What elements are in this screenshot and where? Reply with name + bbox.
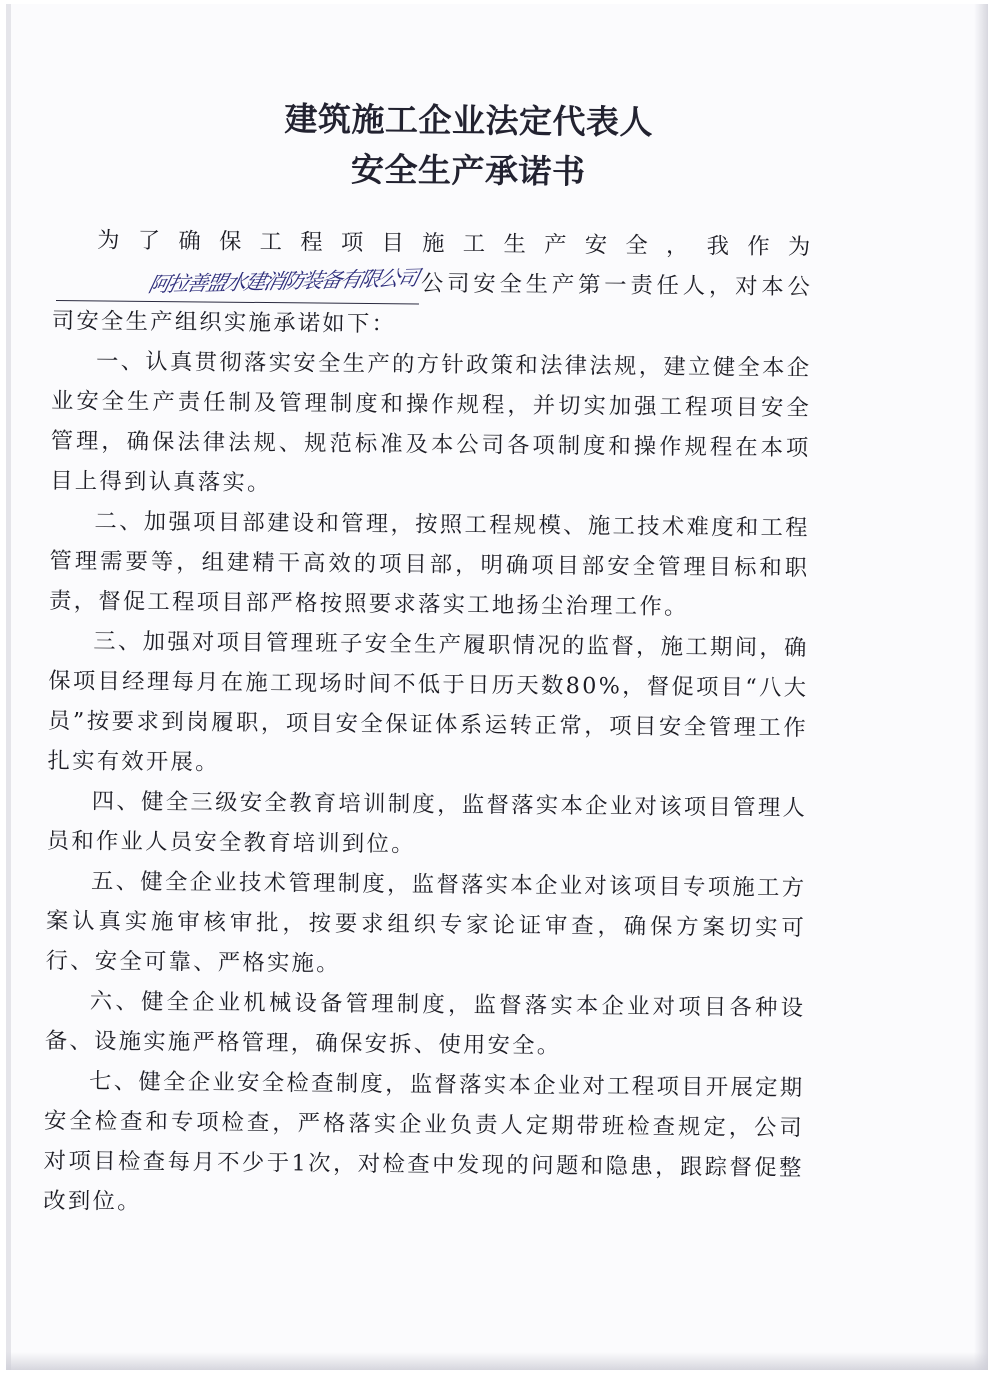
handwritten-company-name: 阿拉善盟水建消防装备有限公司 <box>145 266 420 297</box>
page-edge-bottom <box>6 1352 988 1370</box>
title-block <box>53 92 814 199</box>
commitment-item-7: 七、健全企业安全检查制度，监督落实本企业对工程项目开展定期安全检查和专项检查，严格落实企业负责人定期带班检查规定，公司对项目检查每月不少于1次，对检查中发现的问题和隐患，跟踪督促整改到位。 <box>43 1068 805 1215</box>
intro-paragraph <box>52 220 813 348</box>
title-line-1: 建筑施工企业法定代表人 <box>284 99 654 142</box>
commitment-item-4: 四、健全三级安全教育培训制度，监督落实本企业对该项目管理人员和作业人员安全教育培训到位。 <box>46 788 808 858</box>
intro-text-continued: 公司安全生产第一责任人，对本公司安全生产组织实施承诺如下： <box>51 270 813 338</box>
document-body <box>43 220 813 1228</box>
title-line-2: 安全生产承诺书 <box>350 149 586 192</box>
commitment-item-3: 三、加强对项目管理班子安全生产履职情况的监督，施工期间，确保项目经理每月在施工现场时间不低于日历天数80%，督促项目“八大员”按要求到岗履职，项目安全保证体系运转正常，项目安全管理工作扎实有效开展。 <box>47 628 809 776</box>
commitment-item-2: 二、加强项目部建设和管理，按照工程规模、施工技术难度和工程管理需要等，组建精干高效的项目部，明确项目部安全管理目标和职责，督促工程项目部严格按照要求落实工地扬尘治理工作。 <box>48 508 810 621</box>
signature-field <box>56 260 420 304</box>
intro-text: 为了确保工程项目施工生产安全，我作为 <box>97 227 813 261</box>
document-page <box>6 4 988 1370</box>
page-edge-left <box>6 4 11 1370</box>
page-edge-right <box>974 4 988 1370</box>
commitment-item-5: 五、健全企业技术管理制度，监督落实本企业对该项目专项施工方案认真实施审核审批，按要求组织专家论证审查，确保方案切实可行、安全可靠、严格实施。 <box>45 868 807 977</box>
document-content <box>43 92 814 1228</box>
commitment-item-6: 六、健全企业机械设备管理制度，监督落实本企业对项目各种设备、设施实施严格管理，确保安拆、使用安全。 <box>44 988 806 1059</box>
commitment-item-1: 一、认真贯彻落实安全生产的方针政策和法律法规，建立健全本企业安全生产责任制及管理制度和操作规程，并切实加强工程项目安全管理，确保法律法规、规范标准及本公司各项制度和操作规程在本项目上得到认真落实。 <box>50 348 812 497</box>
